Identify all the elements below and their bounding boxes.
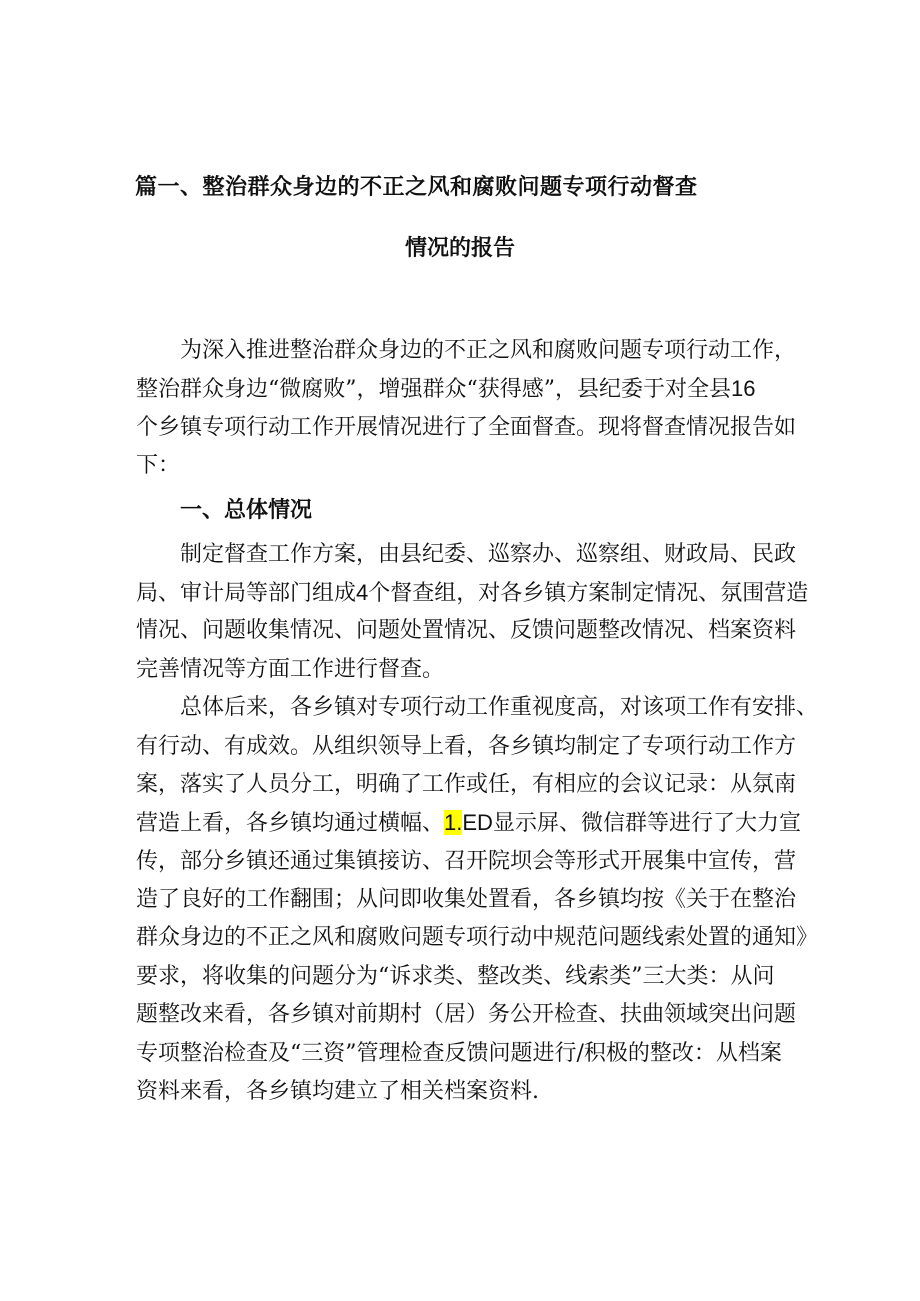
intro-line-1: 为深入推进整治群众身边的不正之风和腐败问题专项行动工作， <box>180 338 797 363</box>
para2-line-4a: 营造上看，各乡镇均通过横幅、 <box>136 811 445 837</box>
para1-line-2 <box>136 574 809 612</box>
intro-line-3: 个乡镇专项行动工作开展情况进行了全面督查。现将督查情况报告如 <box>136 414 797 440</box>
para1-line-1: 制定督查工作方案，由县纪委、巡察办、巡察组、财政局、民政 <box>180 541 797 567</box>
para2-line-3: 案，落实了人员分工，明确了工作或任，有相应的会议记录：从氛南 <box>136 771 797 797</box>
para2-line-7: 群众身边的不正之风和腐败问题专项行动中规范问题线索处置的通知》 <box>136 925 819 951</box>
para2-line-1: 总体后来，各乡镇对专项行动工作重视度高，对该项工作有安排、 <box>180 695 819 721</box>
para2-line-2: 有行动、有成效。从组织领导上看，各乡镇均制定了专项行动工作方 <box>136 733 797 759</box>
para2-line-8: 要求，将收集的问题分为“诉求类、整改类、线索类”三大类：从问 <box>136 963 775 989</box>
document-title-line-1: 篇一、整治群众身边的不正之风和腐败问题专项行动督查 <box>135 175 698 200</box>
document-body <box>136 332 819 1111</box>
intro-line-2-text: 整治群众身边“微腐败”，增强群众“获得感”，县纪委于对全县 <box>136 377 731 403</box>
para1-line-4: 完善情况等方面工作进行督查。 <box>136 656 445 682</box>
highlighted-text: 1. <box>444 810 463 836</box>
intro-line-2 <box>136 370 806 408</box>
para2-line-9: 题整改来看，各乡镇对前期村（居）务公开检查、扶曲领域突出问题 <box>136 1002 797 1028</box>
section-heading: 一、总体情况 <box>180 497 313 523</box>
para2-line-11: 资料来看，各乡镇均建立了相关档案资料. <box>136 1079 539 1105</box>
led-text: ED <box>462 810 493 836</box>
para1-line-2a: 局、审计局等部门组成 <box>136 580 357 606</box>
para2-line-4b: 显示屏、微信群等进行了大力宣 <box>492 811 801 837</box>
para1-line-3: 情况、问题收集情况、问题处置情况、反馈问题整改情况、档案资料 <box>136 618 797 644</box>
para2-line-6: 造了良好的工作翻围；从问即收集处置看，各乡镇均按《关于在整治 <box>136 887 797 913</box>
intro-number: 16 <box>731 376 756 402</box>
para2-line-5: 传，部分乡镇还通过集镇接访、召开院坝会等形式开展集中宣传，营 <box>136 848 797 874</box>
para2-line-10: 专项整治检查及“三资”管理检查反馈问题进行/积极的整改：从档案 <box>136 1040 782 1066</box>
document-title-line-2: 情况的报告 <box>404 236 515 261</box>
para2-line-4 <box>136 804 806 842</box>
intro-line-4: 下： <box>136 453 181 479</box>
para1-line-2b: 个督查组，对各乡镇方案制定情况、氛围营造 <box>368 580 809 606</box>
para1-number: 4 <box>356 579 369 605</box>
